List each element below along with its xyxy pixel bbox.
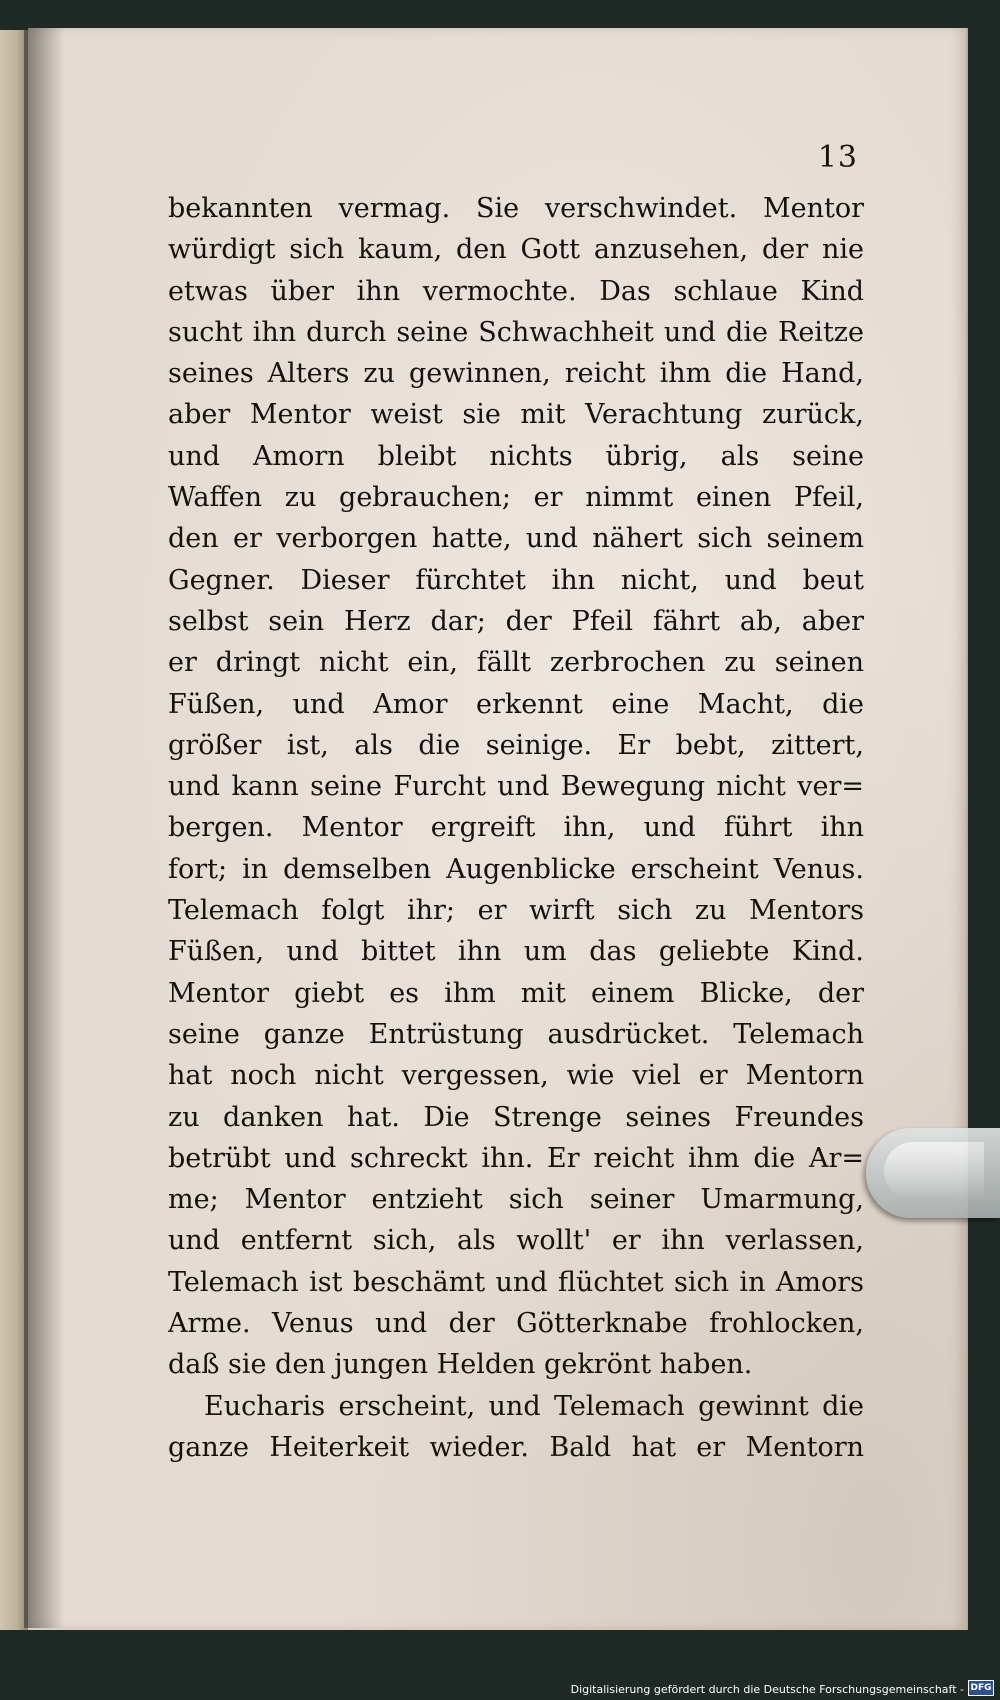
text-line: Telemach ist beschämt und flüchtet sich in Amors — [168, 1266, 864, 1298]
book-page — [28, 28, 968, 1630]
page-number: 13 — [817, 140, 858, 175]
text-line: würdigt sich kaum, den Gott anzusehen, der nie — [168, 234, 864, 266]
page-clip-tab — [866, 1128, 1000, 1218]
dfg-logo: DFG — [968, 1680, 994, 1696]
text-line: fort; in demselben Augenblicke erscheint Venus. — [168, 853, 864, 885]
text-line: selbst sein Herz dar; der Pfeil fährt ab, aber — [168, 605, 864, 637]
gutter-shadow — [24, 28, 64, 1628]
paragraph-first-line: Eucharis erscheint, und Telemach gewinnt die — [204, 1390, 864, 1422]
text-line: Gegner. Dieser fürchtet ihn nicht, und beut — [168, 564, 864, 596]
page-text — [168, 188, 864, 1468]
text-line: Waffen zu gebrauchen; er nimmt einen Pfeil, — [168, 482, 864, 514]
text-line: me; Mentor entzieht sich seiner Umarmung, — [168, 1184, 864, 1216]
text-line: seine ganze Entrüstung ausdrücket. Telemach — [168, 1018, 864, 1050]
text-line: den er verborgen hatte, und nähert sich seinem — [168, 523, 864, 555]
text-line: hat noch nicht vergessen, wie viel er Mentorn — [168, 1060, 864, 1092]
text-line: daß sie den jungen Helden gekrönt haben. — [168, 1349, 753, 1381]
text-line: größer ist, als die seinige. Er bebt, zittert, — [168, 729, 864, 761]
digitization-credit: Digitalisierung gefördert durch die Deutsche Forschungsgemeinschaft - — [570, 1683, 964, 1696]
text-line: ganze Heiterkeit wieder. Bald hat er Mentorn — [168, 1431, 864, 1463]
text-line: sucht ihn durch seine Schwachheit und die Reitze — [168, 316, 864, 348]
text-line: zu danken hat. Die Strenge seines Freundes — [168, 1101, 864, 1133]
text-line: und kann seine Furcht und Bewegung nicht ver= — [168, 771, 864, 803]
text-line: betrübt und schreckt ihn. Er reicht ihm die Ar= — [168, 1142, 864, 1174]
text-line: bergen. Mentor ergreift ihn, und führt ihn — [168, 812, 864, 844]
text-line: und entfernt sich, als wollt' er ihn verlassen, — [168, 1225, 864, 1257]
text-line: bekannten vermag. Sie verschwindet. Mentor — [168, 193, 864, 224]
text-line: Mentor giebt es ihm mit einem Blicke, der — [168, 977, 864, 1009]
page-clip-highlight — [884, 1142, 984, 1200]
text-line: aber Mentor weist sie mit Verachtung zurück, — [168, 399, 864, 431]
text-line: Telemach folgt ihr; er wirft sich zu Mentors — [168, 895, 864, 927]
text-line: und Amorn bleibt nichts übrig, als seine — [168, 440, 864, 472]
text-line: Füßen, und Amor erkennt eine Macht, die — [168, 688, 864, 720]
text-line: Füßen, und bittet ihn um das geliebte Kind. — [168, 936, 864, 968]
text-line: seines Alters zu gewinnen, reicht ihm die Hand, — [168, 358, 864, 390]
text-line: etwas über ihn vermochte. Das schlaue Kind — [168, 275, 864, 307]
text-line: Arme. Venus und der Götterknabe frohlocken, — [168, 1308, 864, 1340]
text-line: er dringt nicht ein, fällt zerbrochen zu seinen — [168, 647, 864, 679]
